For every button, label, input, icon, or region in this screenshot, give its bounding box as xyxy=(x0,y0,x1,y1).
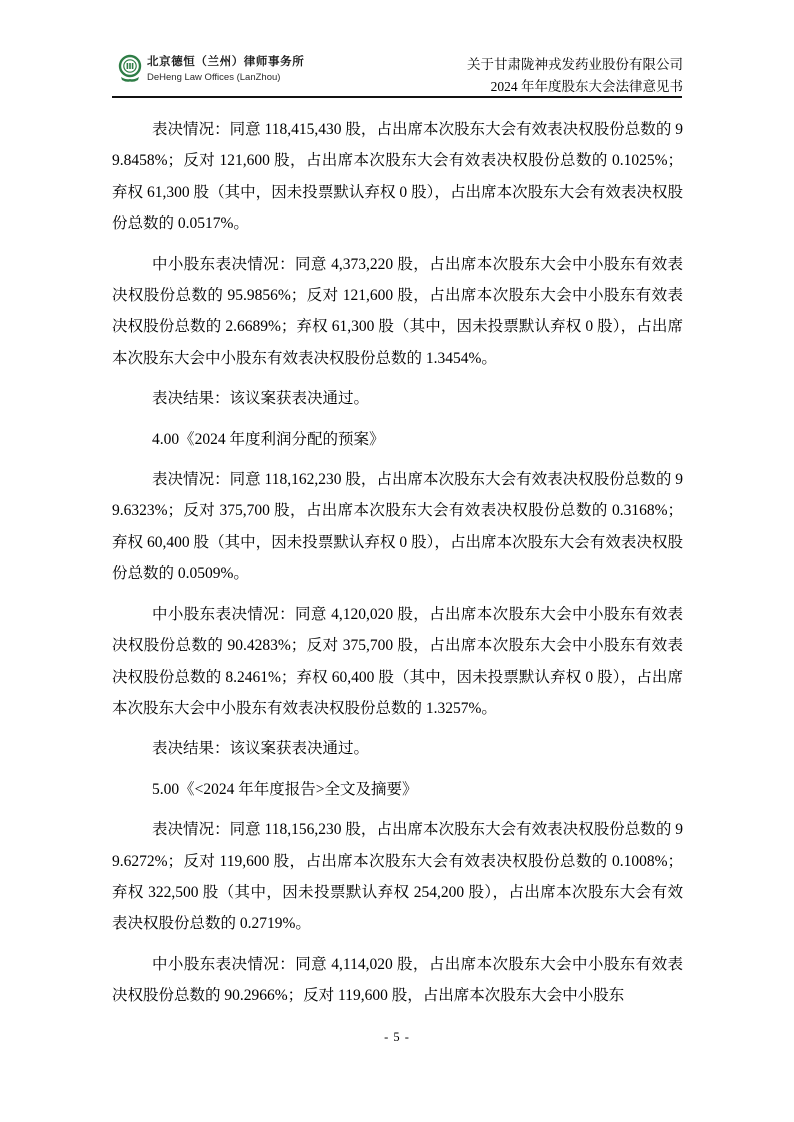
body-paragraph: 5.00《<2024 年年度报告>全文及摘要》 xyxy=(152,780,418,798)
page-number: - 5 - xyxy=(384,1030,410,1044)
body-paragraph: 中小股东表决情况：同意 4,120,020 股，占出席本次股东大会中小股东有效表决权股份总数的 90.4283%；反对 375,700 股，占出席本次股东大会中小股东有效表决权股份总数的 8.2461%；弃权 60,400 股（其中，因未投票默认弃权 0 股），占出席本次股东大会中小股东有效表决权股份总数的 1.3257%。 xyxy=(112,605,683,717)
body-paragraph: 中小股东表决情况：同意 4,114,020 股，占出席本次股东大会中小股东有效表决权股份总数的 90.2966%；反对 119,600 股，占出席本次股东大会中小股东 xyxy=(112,955,683,1005)
body-paragraph: 表决情况：同意 118,415,430 股，占出席本次股东大会有效表决权股份总数的 99.8458%；反对 121,600 股，占出席本次股东大会有效表决权股份总数的 0.1025%；弃权 61,300 股（其中，因未投票默认弃权 0 股），占出席本次股东大会有效表决权股份总数的 0.0517%。 xyxy=(112,121,683,233)
firm-name-chinese: 北京德恒（兰州）律师事务所 xyxy=(147,56,305,68)
firm-identity xyxy=(147,53,304,83)
page-footer xyxy=(0,1030,794,1045)
deheng-logo-icon xyxy=(117,54,143,82)
body-paragraph: 表决情况：同意 118,162,230 股，占出席本次股东大会有效表决权股份总数的 99.6323%；反对 375,700 股，占出席本次股东大会有效表决权股份总数的 0.3168%；弃权 60,400 股（其中，因未投票默认弃权 0 股），占出席本次股东大会有效表决权股份总数的 0.0509%。 xyxy=(112,471,683,583)
body-paragraph: 4.00《2024 年度利润分配的预案》 xyxy=(152,430,385,448)
header-divider xyxy=(112,96,682,98)
firm-name-english: DeHeng Law Offices (LanZhou) xyxy=(147,72,281,83)
body-paragraph: 表决情况：同意 118,156,230 股，占出席本次股东大会有效表决权股份总数的 99.6272%；反对 119,600 股，占出席本次股东大会有效表决权股份总数的 0.1008%；弃权 322,500 股（其中，因未投票默认弃权 254,200 股），占出席本次股东大会有效表决权股份总数的 0.2719%。 xyxy=(112,821,683,933)
document-title-line1: 关于甘肃陇神戎发药业股份有限公司 xyxy=(467,57,683,72)
document-title xyxy=(467,54,683,98)
body-paragraph: 表决结果：该议案获表决通过。 xyxy=(152,740,370,758)
body-paragraph: 中小股东表决情况：同意 4,373,220 股，占出席本次股东大会中小股东有效表决权股份总数的 95.9856%；反对 121,600 股，占出席本次股东大会中小股东有效表决权股份总数的 2.6689%；弃权 61,300 股（其中，因未投票默认弃权 0 股），占出席本次股东大会中小股东有效表决权股份总数的 1.3454%。 xyxy=(112,255,683,367)
document-body xyxy=(112,114,683,1021)
document-title-line2: 2024 年年度股东大会法律意见书 xyxy=(490,79,683,94)
body-paragraph: 表决结果：该议案获表决通过。 xyxy=(152,390,370,408)
